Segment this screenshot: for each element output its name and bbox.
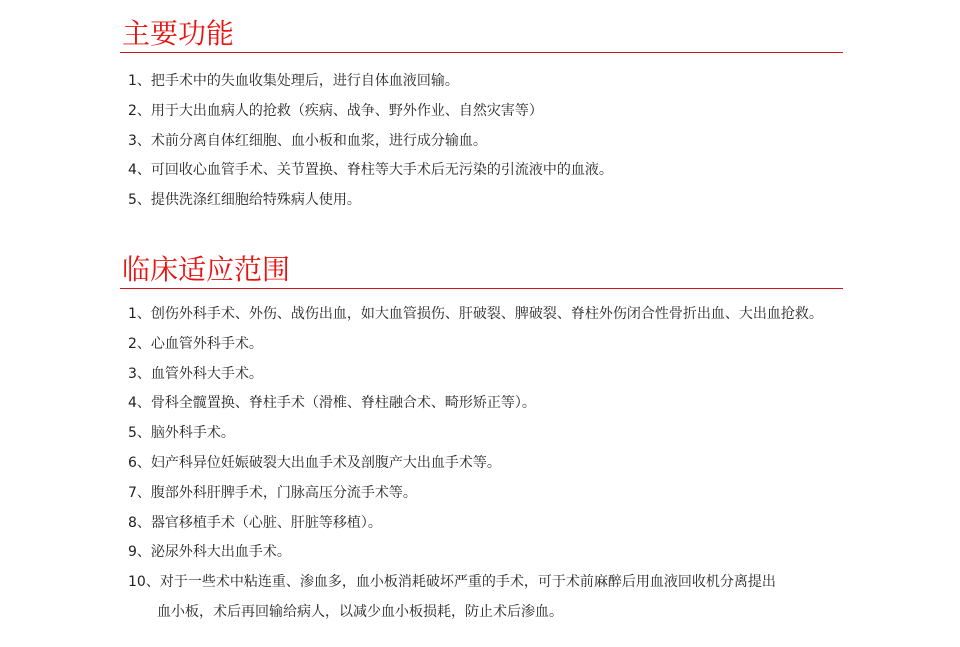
item-text: 可回收心血管手术、关节置换、脊柱等大手术后无污染的引流液中的血液。	[150, 162, 613, 179]
main-functions-list	[128, 67, 613, 216]
main-functions-title: 主要功能	[122, 17, 235, 50]
item-text: 脑外科手术。	[150, 425, 235, 442]
list-item	[128, 186, 613, 216]
item-text: 血管外科大手术。	[150, 365, 263, 382]
item-text: 术前分离自体红细胞、血小板和血浆，进行成分输血。	[150, 132, 487, 149]
list-item	[128, 97, 613, 127]
list-item	[128, 449, 823, 479]
item-number: 4、	[128, 395, 151, 412]
item-number: 3、	[128, 365, 151, 382]
clinical-scope-section	[120, 252, 843, 620]
list-item	[128, 419, 823, 449]
item-text: 用于大出血病人的抢救（疾病、战争、野外作业、自然灾害等）	[150, 102, 543, 119]
item-text: 心血管外科手术。	[150, 335, 263, 352]
item-number: 7、	[128, 484, 151, 501]
list-item	[128, 330, 823, 360]
item-number: 10、	[128, 574, 160, 591]
clinical-scope-list	[128, 300, 823, 627]
item-number: 5、	[128, 425, 151, 442]
list-item	[128, 360, 823, 390]
item-text: 器官移植手术（心脏、肝脏等移植）。	[150, 514, 382, 531]
item-text: 对于一些术中粘连重、渗血多，血小板消耗破坏严重的手术，可于术前麻醉后用血液回收机分离提出	[159, 574, 776, 591]
list-item	[128, 67, 613, 97]
item-text: 妇产科异位妊娠破裂大出血手术及剖腹产大出血手术等。	[150, 454, 501, 471]
main-functions-divider	[120, 52, 843, 53]
item-number: 1、	[128, 73, 151, 89]
item-number: 5、	[128, 192, 151, 209]
list-item	[128, 568, 823, 627]
clinical-scope-divider	[120, 288, 843, 289]
item-number: 6、	[128, 454, 151, 471]
list-item	[128, 538, 823, 568]
item-number: 9、	[128, 544, 151, 561]
item-number: 1、	[128, 306, 151, 322]
item-number: 2、	[128, 102, 151, 119]
clinical-scope-title: 临床适应范围	[122, 253, 291, 286]
item-number: 2、	[128, 335, 151, 352]
item-number: 8、	[128, 514, 151, 531]
list-item	[128, 389, 823, 419]
item-text: 把手术中的失血收集处理后，进行自体血液回输。	[150, 73, 459, 89]
list-item	[128, 156, 613, 186]
item-text-continuation: 血小板，术后再回输给病人，以减少血小板损耗，防止术后渗血。	[157, 603, 563, 620]
list-item	[128, 479, 823, 509]
list-item	[128, 509, 823, 539]
list-item	[128, 300, 823, 330]
item-number: 3、	[128, 132, 151, 149]
item-text: 提供洗涤红细胞给特殊病人使用。	[150, 192, 361, 209]
item-text: 骨科全髋置换、脊柱手术（滑椎、脊柱融合术、畸形矫正等）。	[150, 395, 536, 412]
main-functions-section	[120, 16, 843, 209]
list-item	[128, 127, 613, 157]
item-number: 4、	[128, 162, 151, 179]
item-text: 腹部外科肝脾手术，门脉高压分流手术等。	[150, 484, 417, 501]
item-text: 创伤外科手术、外伤、战伤出血，如大血管损伤、肝破裂、脾破裂、脊柱外伤闭合性骨折出血、大出血抢救。	[150, 306, 823, 322]
item-text: 泌尿外科大出血手术。	[150, 544, 291, 561]
